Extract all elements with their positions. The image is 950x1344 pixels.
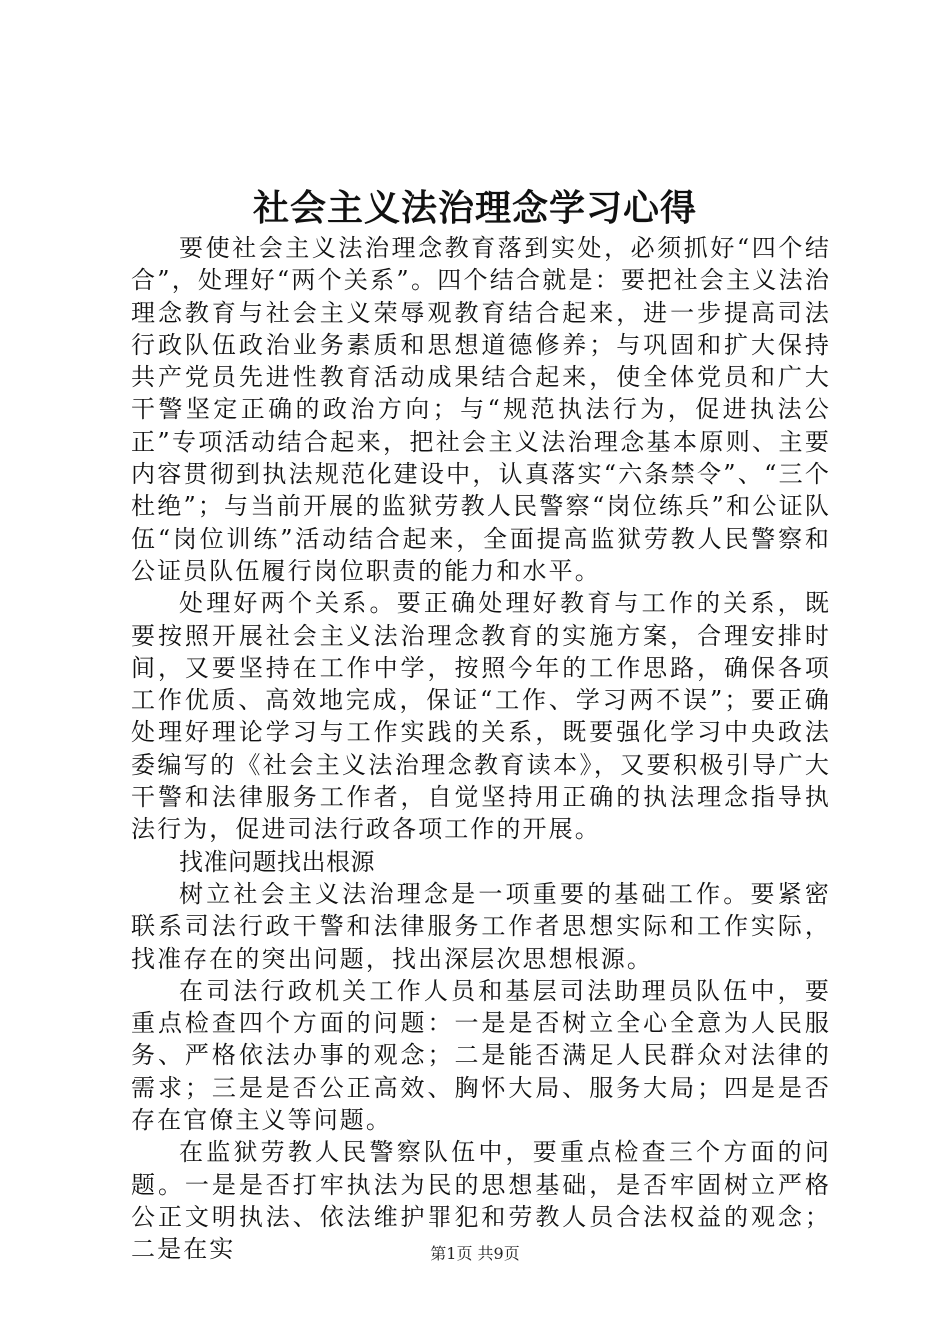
- section-heading: 找准问题找出根源: [179, 847, 375, 876]
- document-body: [131, 232, 831, 1266]
- paragraph-four-combinations: 要使社会主义法治理念教育落到实处，必须抓好“四个结合”，处理好“两个关系”。四个结合就是：要把社会主义法治理念教育与社会主义荣辱观教育结合起来，进一步提高司法行政队伍政治业务素质和思想道德修养；与巩固和扩大保持共产党员先进性教育活动成果结合起来，使全体党员和广大干警坚定正确的政治方向；与“规范执法行为，促进执法公正”专项活动结合起来，把社会主义法治理念基本原则、主要内容贯彻到执法规范化建设中，认真落实“六条禁令”、“三个杜绝”；与当前开展的监狱劳教人民警察“岗位练兵”和公证队伍“岗位训练”活动结合起来，全面提高监狱劳教人民警察和公证员队伍履行岗位职责的能力和水平。: [131, 234, 831, 585]
- paragraph-foundation-work: 树立社会主义法治理念是一项重要的基础工作。要紧密联系司法行政干警和法律服务工作者思想实际和工作实际，找准存在的突出问题，找出深层次思想根源。: [131, 879, 831, 973]
- paragraph-prison-police-issues: 在监狱劳教人民警察队伍中，要重点检查三个方面的问题。一是是否打牢执法为民的思想基础，是否牢固树立严格公正文明执法、依法维护罪犯和劳教人员合法权益的观念；二是在实: [131, 1138, 831, 1264]
- page-number: 第1页 共9页: [430, 1244, 520, 1263]
- document-title: 社会主义法治理念学习心得: [252, 187, 697, 229]
- paragraph-judicial-staff-issues: 在司法行政机关工作人员和基层司法助理员队伍中，要重点检查四个方面的问题：一是是否树立全心全意为人民服务、严格依法办事的观念；二是能否满足人民群众对法律的需求；三是是否公正高效、胸怀大局、服务大局；四是是否存在官僚主义等问题。: [131, 976, 831, 1135]
- paragraph-two-relations: 处理好两个关系。要正确处理好教育与工作的关系，既要按照开展社会主义法治理念教育的实施方案，合理安排时间，又要坚持在工作中学，按照今年的工作思路，确保各项工作优质、高效地完成，保证“工作、学习两不误”；要正确处理好理论学习与工作实践的关系，既要强化学习中央政法委编写的《社会主义法治理念教育读本》，又要积极引导广大干警和法律服务工作者，自觉坚持用正确的执法理念指导执法行为，促进司法行政各项工作的开展。: [131, 589, 831, 844]
